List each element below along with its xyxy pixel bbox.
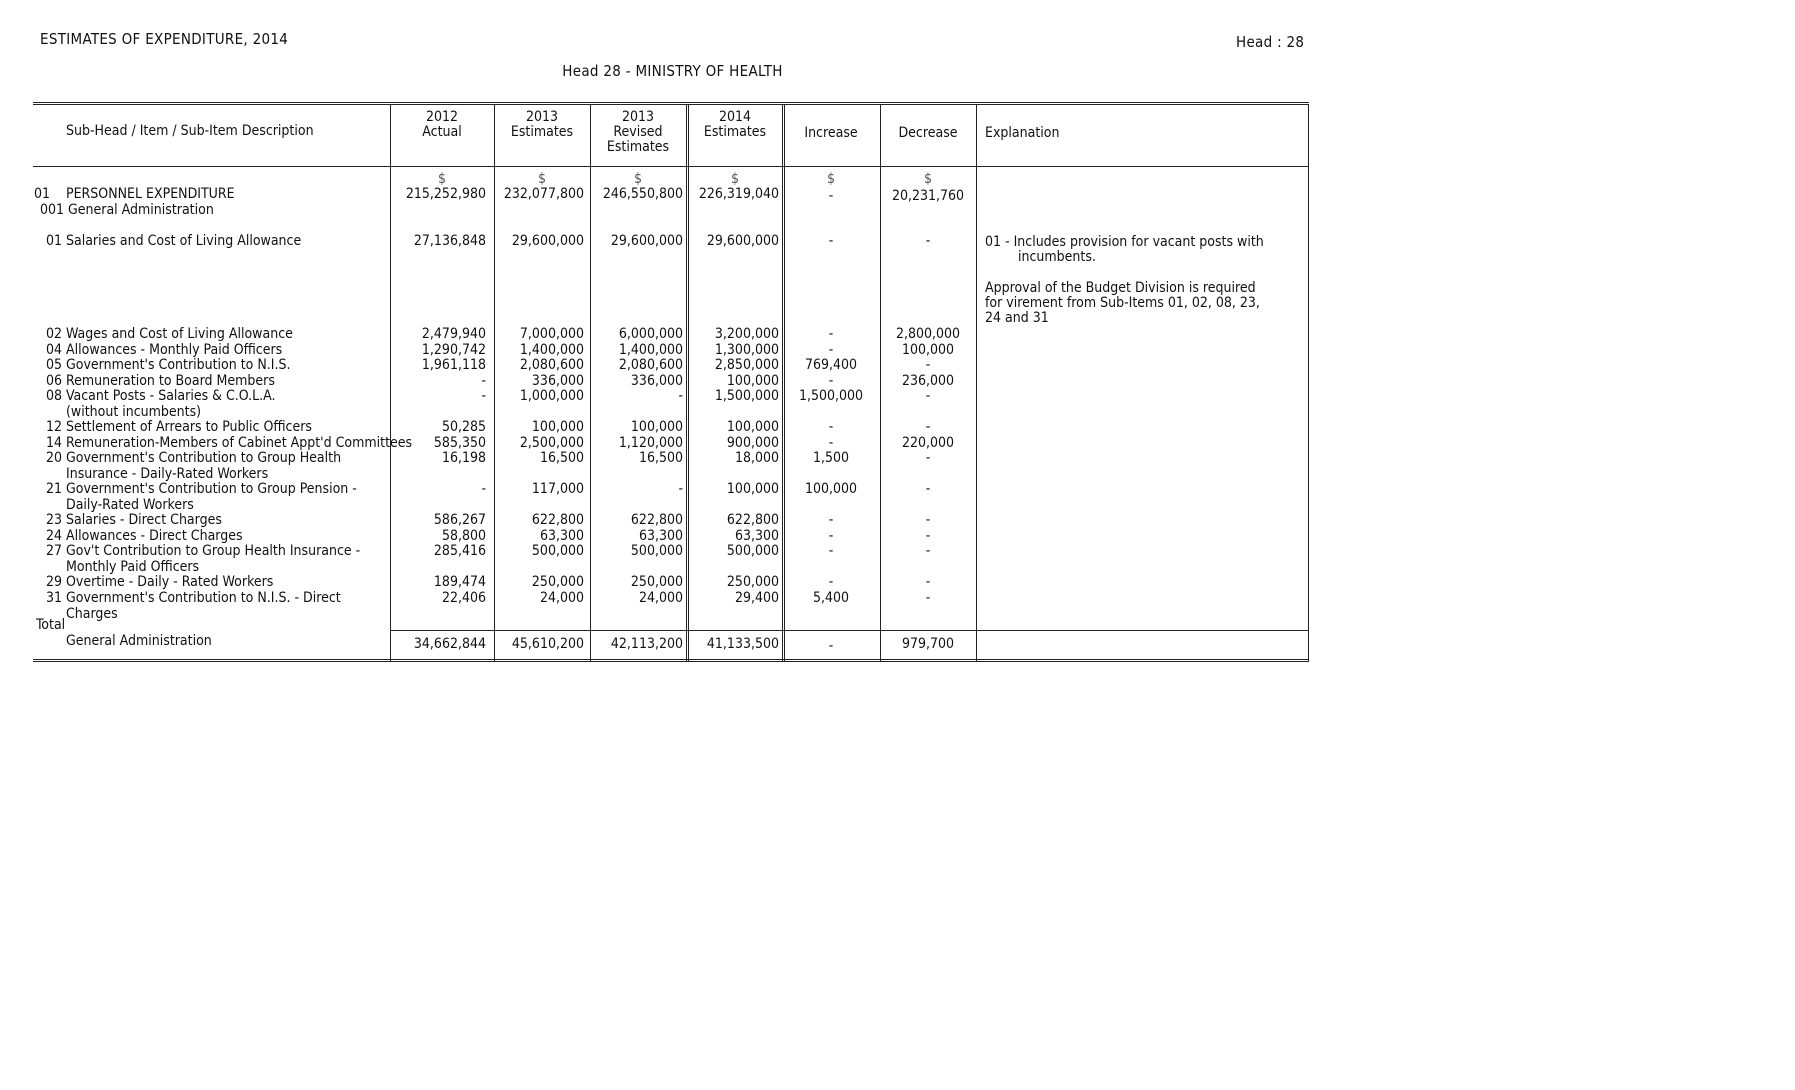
item-description: Salaries and Cost of Living Allowance [66, 233, 302, 249]
cell-2014-estimates: 1,300,000 [714, 342, 779, 358]
cell-2012-actual: 1,290,742 [421, 342, 486, 358]
cell-2014-estimates: 29,600,000 [706, 233, 779, 249]
cell-2013-estimates: 7,000,000 [519, 326, 584, 342]
cell-2013-estimates: 1,000,000 [519, 388, 584, 404]
currency-symbol: $ [923, 171, 932, 187]
cell-2012-actual: - [481, 388, 486, 404]
cell-increase: - [828, 326, 834, 342]
col-header-description: Sub-Head / Item / Sub-Item Description [66, 123, 314, 139]
col-divider [976, 104, 977, 661]
col-header-explanation: Explanation [985, 125, 1060, 141]
personnel-decrease: 20,231,760 [891, 188, 965, 204]
cell-increase: - [828, 435, 834, 451]
currency-symbol: $ [537, 171, 546, 187]
total-top-rule [390, 630, 1309, 631]
cell-2013-estimates: 336,000 [531, 373, 584, 389]
cell-2014-estimates: 500,000 [726, 543, 779, 559]
col-divider [686, 104, 689, 661]
item-description: Government's Contribution to N.I.S. - Direct [66, 590, 341, 606]
cell-increase: 769,400 [804, 357, 858, 373]
cell-2013-estimates: 622,800 [531, 512, 584, 528]
item-code: 06 [46, 373, 63, 389]
cell-increase: - [828, 373, 834, 389]
personnel-2013-estimates: 232,077,800 [503, 186, 584, 202]
cell-decrease: - [925, 528, 931, 544]
col-header-2012-actual: 2012 Actual [422, 109, 462, 140]
cell-2012-actual: - [481, 481, 486, 497]
col-divider [590, 104, 591, 661]
item-description: Government's Contribution to Group Health [66, 450, 342, 466]
cell-2014-estimates: 29,400 [734, 590, 779, 606]
item-description: Overtime - Daily - Rated Workers [66, 574, 274, 590]
cell-2013-revised: 1,120,000 [618, 435, 683, 451]
cell-2013-revised: 63,300 [638, 528, 683, 544]
item-code: 14 [46, 435, 63, 451]
cell-2013-estimates: 24,000 [539, 590, 584, 606]
cell-decrease: - [925, 450, 931, 466]
item-description: Gov't Contribution to Group Health Insurance - [66, 543, 361, 559]
cell-increase: 5,400 [812, 590, 850, 606]
item-code: 01 [46, 233, 63, 249]
col-divider [880, 104, 881, 661]
cell-2014-estimates: 63,300 [734, 528, 779, 544]
currency-symbol: $ [633, 171, 642, 187]
cell-decrease: - [925, 543, 931, 559]
total-2014-estimates: 41,133,500 [706, 636, 779, 652]
cell-2013-revised: 1,400,000 [618, 342, 683, 358]
table-bottom-rule [33, 659, 1309, 662]
cell-2012-actual: 585,350 [433, 435, 486, 451]
cell-2014-estimates: 100,000 [726, 481, 779, 497]
cell-decrease: 100,000 [901, 342, 955, 358]
item-code: 31 [46, 590, 63, 606]
col-header-increase: Increase [804, 125, 858, 141]
total-2013-revised: 42,113,200 [610, 636, 683, 652]
document-title: ESTIMATES OF EXPENDITURE, 2014 [40, 30, 289, 48]
cell-2014-estimates: 18,000 [734, 450, 779, 466]
cell-increase: - [828, 233, 834, 249]
explanation-note: Approval of the Budget Division is required for virement from Sub-Items 01, 02, 08, 23, 24 and 31 [985, 280, 1260, 326]
cell-decrease: - [925, 357, 931, 373]
cell-decrease: - [925, 512, 931, 528]
item-description: Allowances - Direct Charges [66, 528, 243, 544]
cell-2013-estimates: 100,000 [531, 419, 584, 435]
item-description: Remuneration to Board Members [66, 373, 275, 389]
cell-2013-estimates: 500,000 [531, 543, 584, 559]
cell-decrease: - [925, 233, 931, 249]
cell-2013-revised: 24,000 [638, 590, 683, 606]
item-description: Salaries - Direct Charges [66, 512, 222, 528]
cell-2013-revised: 6,000,000 [618, 326, 683, 342]
currency-symbol: $ [826, 171, 835, 187]
item-description: Settlement of Arrears to Public Officers [66, 419, 312, 435]
item-code: 20 [46, 450, 63, 466]
item-description: (without incumbents) [66, 403, 202, 420]
cell-2013-estimates: 2,500,000 [519, 435, 584, 451]
cell-increase: - [828, 543, 834, 559]
cell-decrease: 236,000 [901, 373, 955, 389]
item-code: 04 [46, 342, 63, 358]
cell-decrease: - [925, 419, 931, 435]
cell-2012-actual: 58,800 [441, 528, 486, 544]
personnel-2013-revised: 246,550,800 [602, 186, 683, 202]
cell-decrease: 2,800,000 [895, 326, 961, 342]
cell-decrease: - [925, 481, 931, 497]
cell-increase: - [828, 528, 834, 544]
cell-2013-revised: - [678, 481, 683, 497]
item-description: Monthly Paid Officers [66, 558, 200, 575]
cell-2013-revised: 622,800 [630, 512, 683, 528]
cell-2012-actual: 189,474 [433, 574, 486, 590]
col-header-2013-revised: 2013 Revised Estimates [606, 109, 670, 155]
item-code: 02 [46, 326, 63, 342]
total-label: Total [36, 617, 66, 633]
cell-2013-revised: 250,000 [630, 574, 683, 590]
total-decrease: 979,700 [901, 636, 955, 652]
cell-2013-estimates: 250,000 [531, 574, 584, 590]
cell-2013-revised: 336,000 [630, 373, 683, 389]
item-code: 12 [46, 419, 63, 435]
item-description: Government's Contribution to Group Pension - [66, 481, 357, 497]
cell-2013-revised: - [678, 388, 683, 404]
cell-decrease: - [925, 574, 931, 590]
cell-2013-estimates: 2,080,600 [519, 357, 584, 373]
table-top-rule [33, 102, 1309, 105]
personnel-2012-actual: 215,252,980 [405, 186, 486, 202]
cell-decrease: 220,000 [901, 435, 955, 451]
total-sub-label: General Administration [66, 633, 212, 649]
cell-2013-revised: 500,000 [630, 543, 683, 559]
cell-increase: 1,500,000 [798, 388, 864, 404]
cell-2014-estimates: 3,200,000 [714, 326, 779, 342]
personnel-2014-estimates: 226,319,040 [698, 186, 779, 202]
cell-decrease: - [925, 590, 931, 606]
item-code: 27 [46, 543, 63, 559]
col-header-decrease: Decrease [898, 125, 958, 141]
cell-2014-estimates: 100,000 [726, 419, 779, 435]
head-number: Head : 28 [1236, 33, 1305, 51]
cell-2014-estimates: 100,000 [726, 373, 779, 389]
cell-2013-revised: 100,000 [630, 419, 683, 435]
cell-2013-estimates: 63,300 [539, 528, 584, 544]
subhead-code: 01 [34, 186, 51, 202]
cell-2014-estimates: 622,800 [726, 512, 779, 528]
cell-2012-actual: 285,416 [433, 543, 486, 559]
cell-2013-revised: 16,500 [638, 450, 683, 466]
item-code: 29 [46, 574, 63, 590]
cell-increase: - [828, 574, 834, 590]
cell-2014-estimates: 250,000 [726, 574, 779, 590]
personnel-increase: - [828, 188, 834, 204]
cell-2013-revised: 2,080,600 [618, 357, 683, 373]
cell-2012-actual: 22,406 [441, 590, 486, 606]
item-code: 05 [46, 357, 63, 373]
cell-2014-estimates: 900,000 [726, 435, 779, 451]
cell-increase: - [828, 342, 834, 358]
col-header-2013-estimates: 2013 Estimates [510, 109, 574, 140]
col-divider [1308, 104, 1309, 661]
cell-increase: - [828, 419, 834, 435]
currency-symbol: $ [730, 171, 739, 187]
currency-symbol: $ [437, 171, 446, 187]
cell-2013-estimates: 29,600,000 [511, 233, 584, 249]
cell-2013-estimates: 1,400,000 [519, 342, 584, 358]
item-description: Wages and Cost of Living Allowance [66, 326, 293, 342]
cell-2014-estimates: 1,500,000 [714, 388, 779, 404]
cell-2012-actual: 50,285 [441, 419, 486, 435]
item-group-label: 001 General Administration [40, 202, 214, 218]
col-divider [390, 104, 391, 661]
subhead-label: PERSONNEL EXPENDITURE [66, 186, 235, 202]
cell-2014-estimates: 2,850,000 [714, 357, 779, 373]
item-code: 23 [46, 512, 63, 528]
item-description: Government's Contribution to N.I.S. [66, 357, 291, 373]
explanation-note: 01 - Includes provision for vacant posts with incumbents. [985, 234, 1264, 265]
cell-decrease: - [925, 388, 931, 404]
item-code: 24 [46, 528, 63, 544]
total-2013-estimates: 45,610,200 [511, 636, 584, 652]
item-description: Vacant Posts - Salaries & C.O.L.A. [66, 388, 276, 404]
item-description: Charges [66, 605, 118, 622]
total-2012-actual: 34,662,844 [413, 636, 486, 652]
cell-2013-estimates: 117,000 [531, 481, 584, 497]
cell-2012-actual: 16,198 [441, 450, 486, 466]
item-description: Remuneration-Members of Cabinet Appt'd Committees [66, 435, 413, 451]
ministry-title: Head 28 - MINISTRY OF HEALTH [562, 62, 783, 80]
cell-2013-estimates: 16,500 [539, 450, 584, 466]
item-description: Daily-Rated Workers [66, 496, 194, 513]
cell-2012-actual: 2,479,940 [421, 326, 486, 342]
cell-increase: 100,000 [804, 481, 858, 497]
item-code: 21 [46, 481, 63, 497]
cell-2012-actual: - [481, 373, 486, 389]
item-description: Allowances - Monthly Paid Officers [66, 342, 283, 358]
col-header-2014-estimates: 2014 Estimates [703, 109, 767, 140]
cell-2012-actual: 586,267 [433, 512, 486, 528]
item-code: 08 [46, 388, 63, 404]
cell-2012-actual: 1,961,118 [421, 357, 486, 373]
cell-2012-actual: 27,136,848 [413, 233, 486, 249]
cell-increase: 1,500 [812, 450, 850, 466]
cell-increase: - [828, 512, 834, 528]
total-increase: - [828, 638, 834, 654]
cell-2013-revised: 29,600,000 [610, 233, 683, 249]
header-bottom-rule [33, 166, 1309, 167]
item-description: Insurance - Daily-Rated Workers [66, 465, 269, 482]
col-divider [494, 104, 495, 661]
